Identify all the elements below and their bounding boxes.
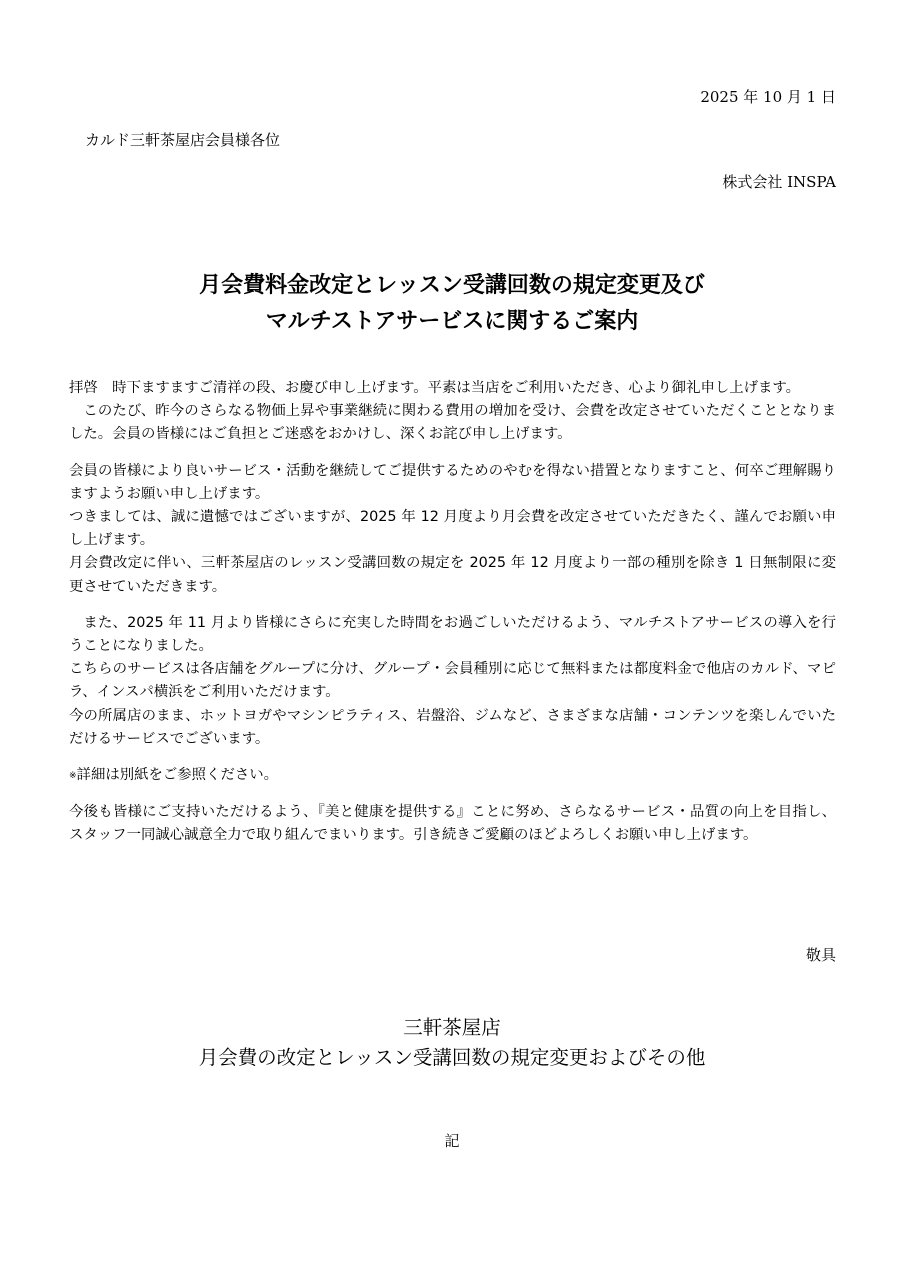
ki-mark: 記 <box>444 1132 460 1150</box>
letter-date: 2025 年 10 月 1 日 <box>700 88 836 106</box>
store-subject: 月会費の改定とレッスン受講回数の規定変更およびその他 <box>198 1046 706 1069</box>
letter-body <box>69 377 836 848</box>
multistore-benefit-paragraph: 今の所属店のまま、ホットヨガやマシンピラティス、岩盤浴、ジムなど、さまざまな店舗・コンテンツを楽しんでいただけるサービスでございます。 <box>69 707 836 747</box>
store-name: 三軒茶屋店 <box>403 1016 501 1039</box>
understanding-paragraph: 会員の皆様により良いサービス・活動を継続してご提供するためのやむを得ない措置となりますこと、何卒ご理解賜りますようお願い申し上げます。 <box>69 462 836 502</box>
paragraph-gap <box>69 788 836 801</box>
reference-note <box>69 764 836 788</box>
document-title <box>0 268 904 340</box>
title-line-2: マルチストアサービスに関するご案内 <box>265 309 639 334</box>
multistore-intro-paragraph: また、2025 年 11 月より皆様にさらに充実した時間をお過ごしいただけるよう、マルチストアサービスの導入を行うことになりました。 <box>69 614 836 655</box>
note-text: 詳細は別紙をご参照ください。 <box>76 767 279 784</box>
revision-date-paragraph: つきましては、誠に遺憾ではございますが、2025 年 12 月度より月会費を改定させていただきたく、謹んでお願い申し上げます。 <box>69 509 836 549</box>
paragraph-gap <box>69 599 836 612</box>
store-heading <box>0 1013 904 1073</box>
sender-company: 株式会社 INSPA <box>722 173 836 191</box>
lesson-rule-paragraph: 月会費改定に伴い、三軒茶屋店のレッスン受講回数の規定を 2025 年 12 月度より一部の種別を除き 1 日無制限に変更させていただきます。 <box>69 555 836 595</box>
note-mark: ※ <box>69 771 77 782</box>
addressee: カルド三軒茶屋店会員様各位 <box>85 131 281 149</box>
greeting-paragraph: 拝啓 時下ますますご清祥の段、お慶び申し上げます。平素は当店をご利用いただき、心より御礼申し上げます。 <box>69 380 801 396</box>
multistore-detail-paragraph: こちらのサービスは各店舗をグループに分け、グループ・会員種別に応じて無料または都度料金で他店のカルド、マピラ、インスパ横浜をご利用いただけます。 <box>69 661 836 701</box>
title-line-1: 月会費料金改定とレッスン受講回数の規定変更及び <box>199 273 705 298</box>
closing-keigu: 敬具 <box>805 946 836 964</box>
paragraph-gap <box>69 751 836 764</box>
commitment-paragraph: 今後も皆様にご支持いただけるよう、『美と健康を提供する』ことに努め、さらなるサービス・品質の向上を目指し、スタッフ一同誠心誠意全力で取り組んでまいります。引き続きご愛顧のほどよろしくお願い申し上げます。 <box>69 804 836 844</box>
fee-revision-paragraph: このたび、昨今のさらなる物価上昇や事業継続に関わる費用の増加を受け、会費を改定させていただくこととなりました。会員の皆様にはご負担とご迷惑をおかけし、深くお詫び申し上げます。 <box>69 403 836 443</box>
paragraph-gap <box>69 447 836 460</box>
